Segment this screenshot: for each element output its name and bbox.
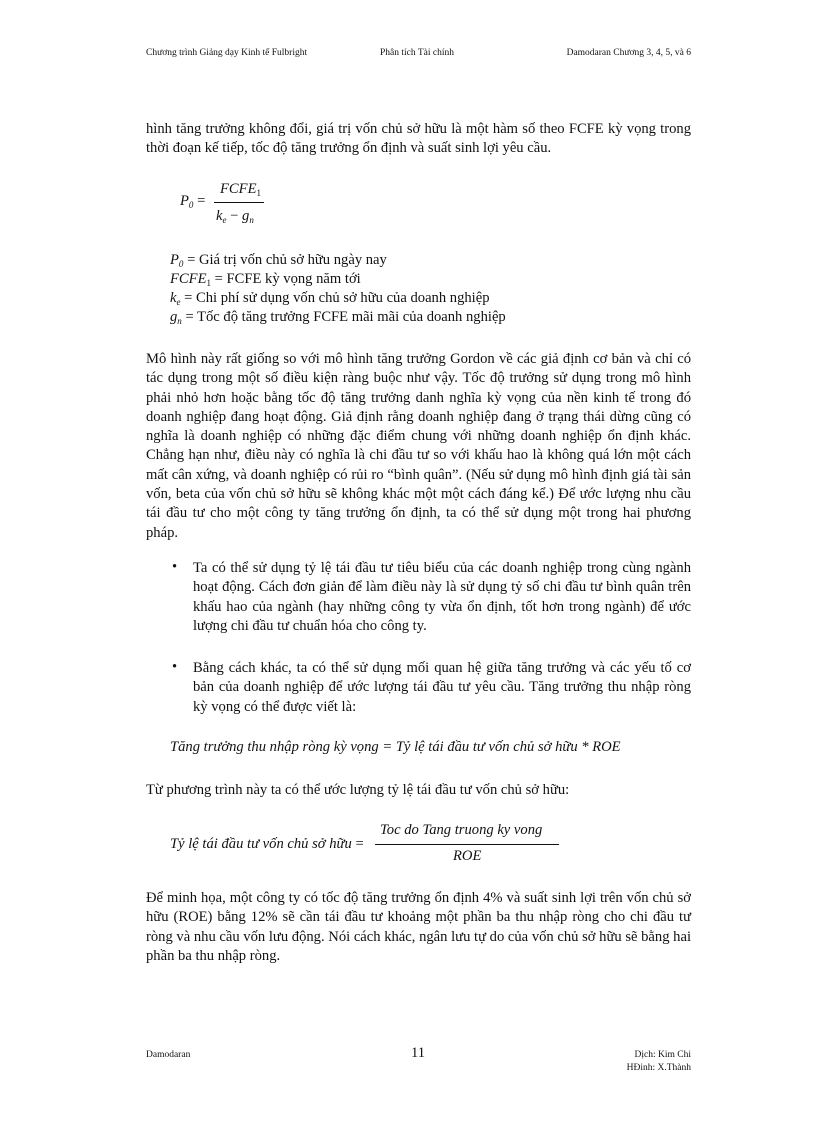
- definition-p0: $P_0$ = Giá trị vốn chủ sở hữu ngày nay: [170, 252, 387, 269]
- equation-expected-growth: Tăng trưởng thu nhập ròng kỳ vọng = Tỷ lệ tái đầu tư vốn chủ sở hữu * ROE: [170, 739, 621, 755]
- bullet-marker: •: [172, 659, 178, 675]
- formula2-denominator: ROE: [453, 848, 482, 864]
- definition-gn: $g_n$ = Tốc độ tăng trưởng FCFE mãi mãi của doanh nghiệp: [170, 309, 506, 326]
- bullet-item-fundamentals: Bằng cách khác, ta có thể sử dụng mối quan hệ giữa tăng trưởng và các yếu tố cơ bản của doanh nghiệp để ước lượng tái đầu tư yêu cầu. Tăng trưởng thu nhập ròng kỳ vọng có thể được viết là:: [193, 660, 691, 715]
- bullet-item-industry-average: Ta có thể sử dụng tỷ lệ tái đầu tư tiêu biểu của các doanh nghiệp trong cùng ngành hoạt động. Cách đơn giản để làm điều này là sử dụng tỷ số chi đầu tư bình quân trên khấu hao của ngành (hay những công ty vừa ổn định, tốt hơn trong ngành) để ước lượng chi đầu tư chuẩn hóa cho công ty.: [193, 560, 691, 634]
- footer-translator: Dịch: Kim Chi: [634, 1050, 691, 1060]
- footer-editor: HĐinh: X.Thành: [626, 1063, 691, 1073]
- body-paragraph-illustration: Để minh họa, một công ty có tốc độ tăng trưởng ổn định 4% và suất sinh lợi trên vốn chủ sở hữu (ROE) bằng 12% sẽ cần tái đầu tư khoảng một phần ba thu nhập ròng cho chi đầu tư ròng và nhu cầu vốn lưu động. Nói cách khác, ngân lưu tự do của vốn chủ sở hữu sẽ bằng hai phần ba thu nhập ròng.: [146, 890, 691, 964]
- formula2-lhs: Tỷ lệ tái đầu tư vốn chủ sở hữu =: [170, 836, 364, 852]
- header-program-name: Chương trình Giảng dạy Kinh tế Fulbright: [146, 48, 308, 58]
- formula1-numerator: $FCFE_1$: [220, 181, 261, 198]
- body-paragraph-assumptions: Mô hình này rất giống so với mô hình tăng trưởng Gordon về các giả định cơ bản và chỉ có tác dụng trong một số điều kiện ràng buộc như vậy. Tốc độ trưởng sử dụng trong mô hình phải nhỏ hơn hoặc bằng tốc độ tăng trưởng danh nghĩa kỳ vọng của nền kinh tế trong đó doanh nghiệp đang hoạt động. Giả định rằng doanh nghiệp đang ở trạng thái dừng cũng có nghĩa là doanh nghiệp có những đặc điểm chung với những doanh nghiệp ổn định khác. Chẳng hạn như, điều này có nghĩa là chi đầu tư so với khấu hao là không quá lớn một cách mất cân xứng, và doanh nghiệp có rủi ro “bình quân”. (Nếu sử dụng mô hình định giá tài sản vốn, beta của vốn chủ sở hữu sẽ không khác một một cách đáng kể.) Để ước lượng nhu cầu tái đầu tư cho một công ty tăng trưởng ổn định, ta có thể sử dụng một trong hai phương pháp.: [146, 351, 691, 541]
- header-chapter-ref: Damodaran Chương 3, 4, 5, và 6: [566, 48, 691, 58]
- bullet-marker: •: [172, 559, 178, 575]
- intro-paragraph: hình tăng trưởng không đổi, giá trị vốn chủ sở hữu là một hàm số theo FCFE kỳ vọng trong thời đoạn kế tiếp, tốc độ tăng trưởng ổn định và suất sinh lợi yêu cầu.: [146, 121, 691, 157]
- formula1-denominator: $k_e - g_n$: [216, 208, 254, 225]
- formula1-fraction-bar: [214, 202, 264, 203]
- footer-author: Damodaran: [146, 1050, 191, 1060]
- formula2-numerator: Toc do Tang truong ky vong: [380, 822, 543, 838]
- definition-ke: $k_e$ = Chi phí sử dụng vốn chủ sở hữu của doanh nghiệp: [170, 290, 490, 307]
- formula1-lhs: $P_0$ =: [180, 193, 206, 210]
- body-paragraph-derivation: Từ phương trình này ta có thể ước lượng tỷ lệ tái đầu tư vốn chủ sở hữu:: [146, 782, 570, 798]
- definition-fcfe1: $FCFE_1$ = FCFE kỳ vọng năm tới: [170, 271, 361, 288]
- header-course-name: Phân tích Tài chính: [380, 48, 454, 58]
- page-number: 11: [411, 1045, 426, 1061]
- formula2-fraction-bar: [375, 844, 559, 845]
